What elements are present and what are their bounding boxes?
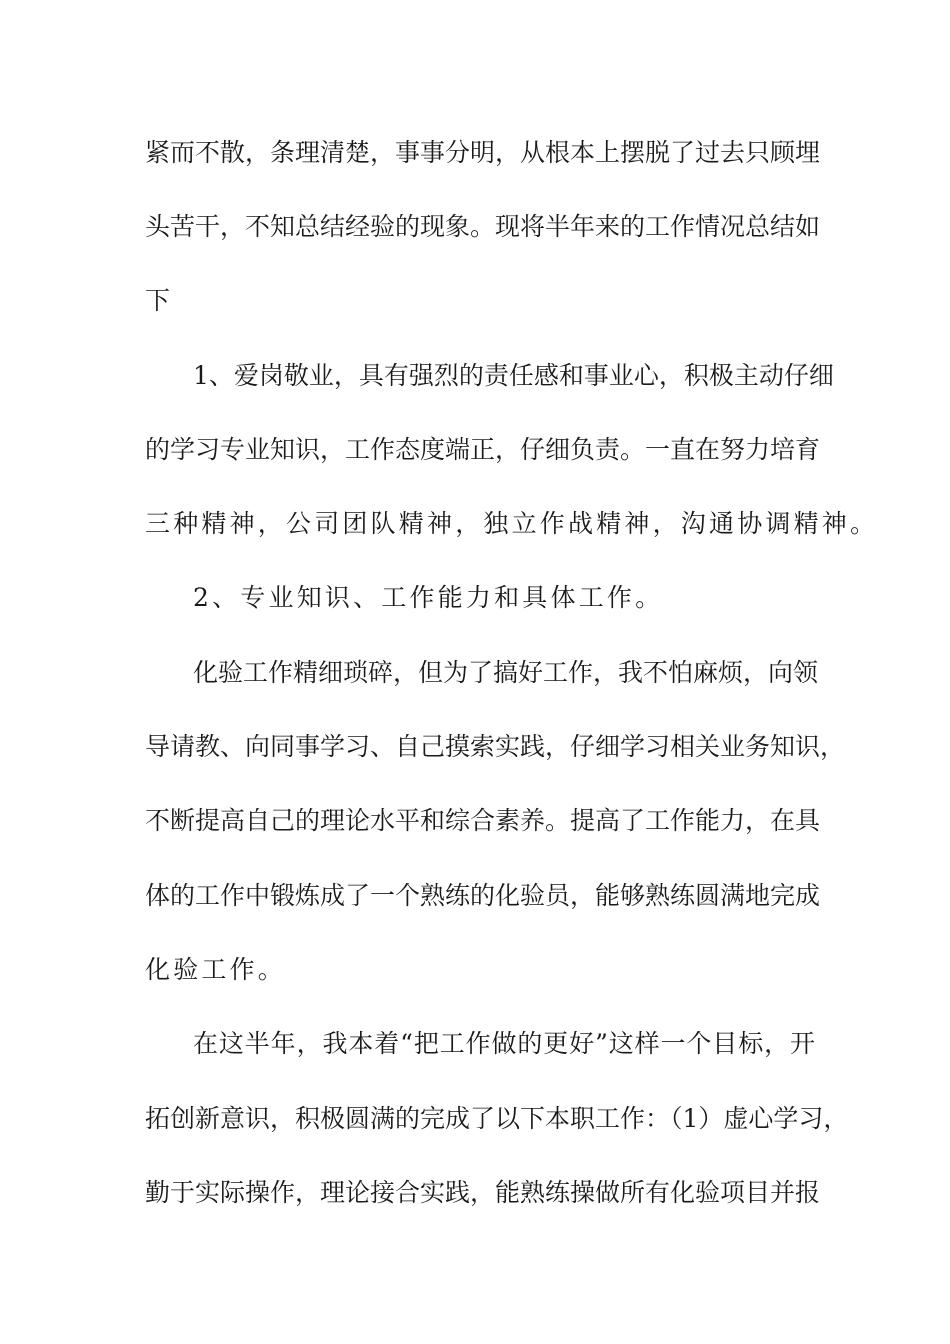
paragraph-line: 2、专业知识、工作能力和具体工作。 [193,583,664,612]
paragraph-line: 紧而不散，条理清楚，事事分明，从根本上摆脱了过去只顾埋 [145,138,821,167]
paragraph-line: 头苦干，不知总结经验的现象。现将半年来的工作情况总结如 [145,212,821,241]
paragraph-line: 化验工作。 [145,955,287,984]
paragraph-line: 体的工作中锻炼成了一个熟练的化验员，能够熟练圆满地完成 [145,881,821,910]
paragraph-line: 三种精神，公司团队精神，独立作战精神，沟通协调精神。 [145,509,879,538]
paragraph-line: 的学习专业知识，工作态度端正，仔细负责。一直在努力培育 [145,435,821,464]
paragraph-line: 化验工作精细琐碎，但为了搞好工作，我不怕麻烦，向领 [193,658,819,687]
paragraph-line: 在这半年，我本着“把工作做的更好”这样一个目标，开 [193,1029,815,1058]
paragraph-line: 勤于实际操作，理论接合实践，能熟练操做所有化验项目并报 [145,1178,821,1207]
paragraph-line: 不断提高自己的理论水平和综合素养。提高了工作能力，在具 [145,806,821,835]
paragraph-line: 1、爱岗敬业，具有强烈的责任感和事业心，积极主动仔细 [193,361,834,390]
paragraph-line: 拓创新意识，积极圆满的完成了以下本职工作：（1）虚心学习， [145,1104,849,1133]
paragraph-line: 下 [145,286,174,315]
paragraph-line: 导请教、向同事学习、自己摸索实践，仔细学习相关业务知识， [145,732,846,761]
